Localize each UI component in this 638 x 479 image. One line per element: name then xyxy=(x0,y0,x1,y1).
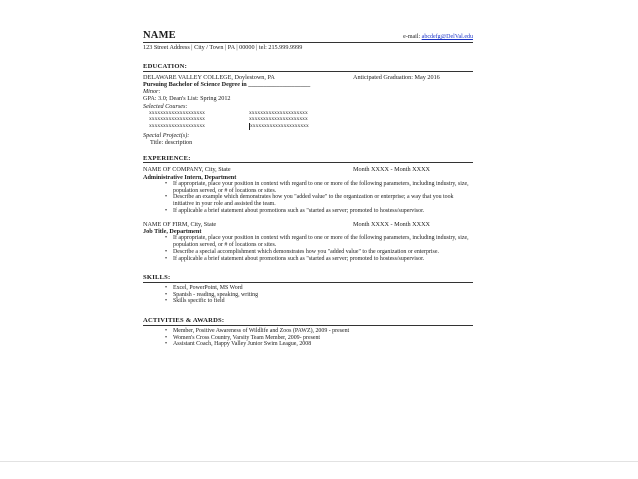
courses-label: Selected Courses: xyxy=(143,102,188,110)
list-item: • Skills specific to field xyxy=(143,298,473,305)
contact-line: 123 Street Address | City / Town | PA | 00000 | tel: 215.999.9999 xyxy=(143,42,473,51)
list-item: • If applicable a brief statement about promotions such as "started as server; promoted to hostess/supervisor. xyxy=(143,256,473,263)
job-bullets xyxy=(143,235,473,262)
list-item: • If applicable a brief statement about promotions such as "started as server; promoted to hostess/supervisor. xyxy=(143,208,473,215)
list-item: • Describe a special accomplishment which demonstrates how you "added value" to the organization or enterprise. xyxy=(143,249,473,256)
list-item: • Excel, PowerPoint, MS Word xyxy=(143,285,473,292)
job-role: Job Title, Department xyxy=(143,228,202,235)
gpa-line: GPA: 3.0; Dean's List: Spring 2012 xyxy=(143,95,231,103)
job-header xyxy=(143,166,473,173)
courses-grid xyxy=(143,110,473,130)
job-entry xyxy=(143,221,473,263)
job-dates: Month XXXX - Month XXXX xyxy=(353,166,430,174)
job-entry xyxy=(143,166,473,214)
activities-heading: ACTIVITIES & AWARDS: xyxy=(143,317,473,326)
minor-line: Minor: xyxy=(143,88,161,96)
activities-list xyxy=(143,328,473,348)
education-school-row xyxy=(143,74,473,81)
list-item: • Describe an example which demonstrates how you "added value" to the organization or enterprise; a way that you took initiative in your role and assisted the team. xyxy=(143,194,473,208)
page-divider xyxy=(0,461,638,462)
resume-document xyxy=(143,30,473,348)
candidate-name: NAME xyxy=(143,30,176,41)
school-name: DELAWARE VALLEY COLLEGE, Doylestown, PA xyxy=(143,73,275,81)
job-company: NAME OF FIRM, City, State xyxy=(143,220,217,228)
email-line xyxy=(403,34,473,40)
education-heading: EDUCATION: xyxy=(143,63,473,72)
header xyxy=(143,30,473,41)
course-item: xxxxxxxxxxxxxxxxxxxx xyxy=(149,109,205,116)
list-item: • Spanish - reading, speaking, writing xyxy=(143,292,473,299)
course-item: xxxxxxxxxxxxxxxxxxxx xyxy=(149,116,205,123)
job-header xyxy=(143,221,473,228)
course-item: xxxxxxxxxxxxxxxxxxxxx xyxy=(249,116,308,123)
list-item: • Assistant Coach, Happy Valley Junior Swim League, 2008 xyxy=(143,341,473,348)
degree-line: Pursuing Bachelor of Science Degree in ____________________ xyxy=(143,80,311,88)
skills-heading: SKILLS: xyxy=(143,274,473,283)
project-line: Title: description xyxy=(150,138,193,146)
email-label: e-mail: xyxy=(403,34,421,40)
graduation-date: Anticipated Graduation: May 2016 xyxy=(353,73,440,81)
list-item: • If appropriate, place your position in context with regard to one or more of the following parameters, including industry, size, population served, or # of locations or sites. xyxy=(143,235,473,249)
job-company: NAME OF COMPANY, City, State xyxy=(143,166,231,174)
list-item: • Women's Cross Country, Varsity Team Member, 2009- present xyxy=(143,335,473,342)
projects-label: Special Project(s): xyxy=(143,131,190,139)
list-item: • If appropriate, place your position in context with regard to one or more of the following parameters, including industry, size, population served, or # of locations or sites. xyxy=(143,181,473,195)
course-item: xxxxxxxxxxxxxxxxxxxxx xyxy=(249,109,308,116)
course-item: xxxxxxxxxxxxxxxxxxxxx xyxy=(249,123,359,130)
experience-heading: EXPERIENCE: xyxy=(143,155,473,164)
job-role: Administrative Intern, Department xyxy=(143,173,237,181)
job-dates: Month XXXX - Month XXXX xyxy=(353,220,430,228)
job-bullets xyxy=(143,181,473,215)
skills-list xyxy=(143,285,473,305)
email-link[interactable]: abcdefg@DelVal.edu xyxy=(421,34,473,40)
list-item: • Member, Positive Awareness of Wildlife and Zoos (PAWZ), 2009 - present xyxy=(143,328,473,335)
course-item: xxxxxxxxxxxxxxxxxxxx xyxy=(149,122,205,129)
